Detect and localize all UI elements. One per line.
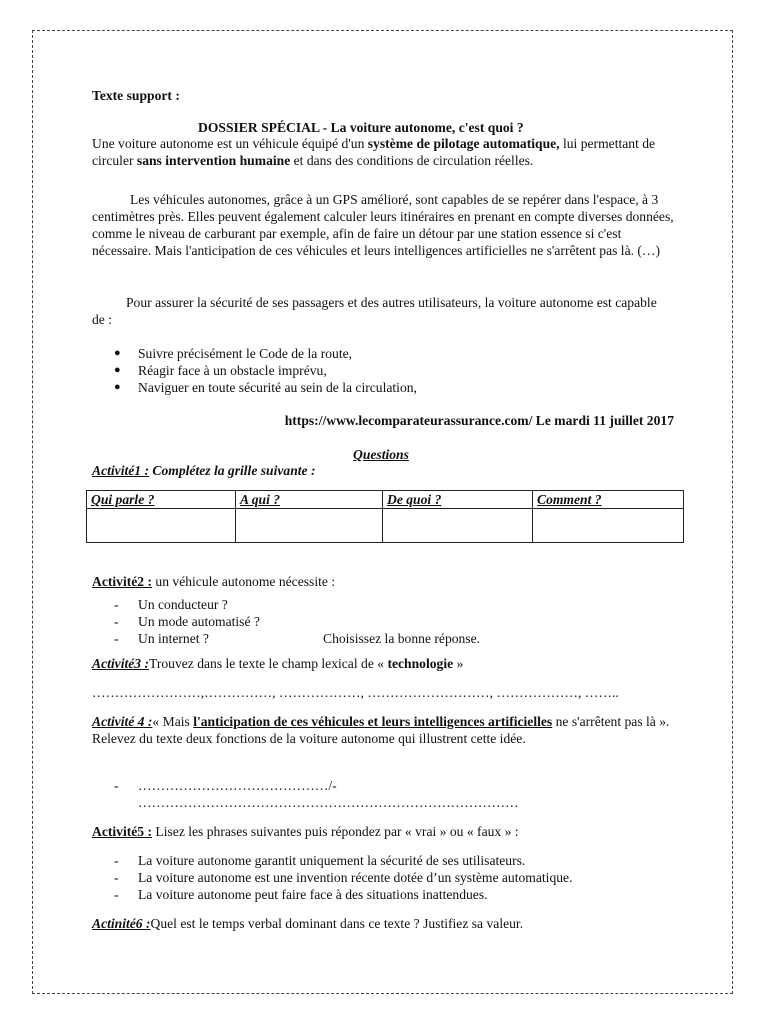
answer-dots-line[interactable]: ……………………………………/- [138, 778, 337, 793]
grid-cell[interactable] [383, 509, 533, 543]
dash-icon: - [114, 887, 119, 902]
activity-6: Actinité6 :Quel est le temps verbal dominant dans ce texte ? Justifiez sa valeur. [92, 916, 524, 931]
activity-1-text: Complétez la grille suivante : [149, 463, 316, 478]
dossier-title: DOSSIER SPÉCIAL - La voiture autonome, c'est quoi ? [198, 120, 524, 135]
list-item: - La voiture autonome peut faire face à des situations inattendues. [114, 887, 488, 902]
list-item: ● Réagir face à un obstacle imprévu, [114, 363, 327, 378]
list-item: - Un internet ? [114, 631, 209, 646]
keyword-technologie: technologie [387, 656, 454, 671]
bullet-icon: ● [114, 364, 121, 376]
intro-text-1: Une voiture autonome est un véhicule équipé d'un [92, 136, 368, 151]
list-item: - Un conducteur ? [114, 597, 228, 612]
intro-text-3: et dans des conditions de circulation réelles. [290, 153, 534, 168]
activity-2-instruction: Choisissez la bonne réponse. [323, 631, 481, 646]
capabilities-list [114, 345, 417, 396]
list-item: ● Naviguer en toute sécurité au sein de la circulation, [114, 380, 417, 395]
bullet-icon: ● [114, 381, 121, 393]
activity-1-label: Activité1 : [92, 463, 149, 478]
grid-cell[interactable] [87, 509, 236, 543]
intro-bold-2: sans intervention humaine [136, 153, 291, 168]
list-item: - Un mode automatisé ? [114, 614, 260, 629]
activity-2-label: Activité2 : [92, 574, 153, 589]
activity-6-label: Actinité6 : [92, 916, 151, 931]
answer-dots-line[interactable]: ……………………,……………, ………………, ………………………, ………………, …….. [92, 685, 619, 700]
activity-3-label: Activité3 : [92, 656, 149, 671]
grid-header-to-whom: A qui ? [236, 491, 383, 509]
paragraph-intro [92, 135, 672, 169]
answer-dash: - [114, 778, 119, 793]
activity-5-label: Activité5 : [92, 824, 153, 839]
dash-icon: - [114, 631, 119, 646]
activity-5: Activité5 : Lisez les phrases suivantes puis répondez par « vrai » ou « faux » : [92, 824, 519, 839]
intro-bold-1: système de pilotage automatique, [367, 136, 560, 151]
activity-1 [92, 462, 316, 479]
grid-header-what: De quoi ? [383, 491, 533, 509]
activity-3: Activité3 :Trouvez dans le texte le champ lexical de « technologie » [92, 656, 464, 671]
activity-4-quote: l'anticipation de ces véhicules et leurs intelligences artificielles [193, 714, 553, 729]
grid-cell[interactable] [236, 509, 383, 543]
dash-icon: - [114, 614, 119, 629]
list-item: ● Suivre précisément le Code de la route, [114, 346, 353, 361]
paragraph-security: Pour assurer la sécurité de ses passagers et des autres utilisateurs, la voiture autonome est capable de : [92, 295, 657, 327]
activity-2-options [114, 596, 260, 647]
intro-text-2: lui permettant de circuler [92, 136, 656, 168]
list-item: - La voiture autonome est une invention récente dotée d’un système automatique. [114, 870, 573, 885]
activity-2-text: un véhicule autonome nécessite : [152, 574, 336, 589]
grid-header-who: Qui parle ? [87, 491, 236, 509]
list-item: - La voiture autonome garantit uniquement la sécurité de ses utilisateurs. [114, 853, 526, 868]
activity-2 [92, 573, 335, 590]
questions-heading: Questions [353, 447, 409, 462]
support-label: Texte support : [92, 88, 180, 103]
answer-grid [86, 490, 684, 543]
activity-4: Activité 4 :« Mais l'anticipation de ces véhicules et leurs intelligences artificielles ne s'arrêtent pas là ». Relevez du texte deux fonctions de la voiture autonome qui illustrent cette idée. [92, 714, 670, 746]
grid-header-how: Comment ? [533, 491, 684, 509]
answer-dots-line[interactable]: ………………………………………………………………………… [138, 795, 519, 810]
bullet-icon: ● [114, 347, 121, 359]
dash-icon: - [114, 597, 119, 612]
activity-5-statements [114, 852, 572, 903]
dash-icon: - [114, 853, 119, 868]
grid-cell[interactable] [533, 509, 684, 543]
dash-icon: - [114, 870, 119, 885]
source-citation: https://www.lecomparateurassurance.com/ Le mardi 11 juillet 2017 [284, 413, 674, 428]
paragraph-gps: Les véhicules autonomes, grâce à un GPS amélioré, sont capables de se repérer dans l'espace, à 3 centimètres près. Elles peuvent également calculer leurs itinéraires en prenant en compte diverses données, comme le niveau de carburant par exemple, afin de faire un détour par une station essence si c'est nécessaire. Mais l'anticipation de ces véhicules et leurs intelligences artificielles ne s'arrêtent pas là. (…) [92, 192, 674, 258]
activity-4-label: Activité 4 : [92, 714, 153, 729]
